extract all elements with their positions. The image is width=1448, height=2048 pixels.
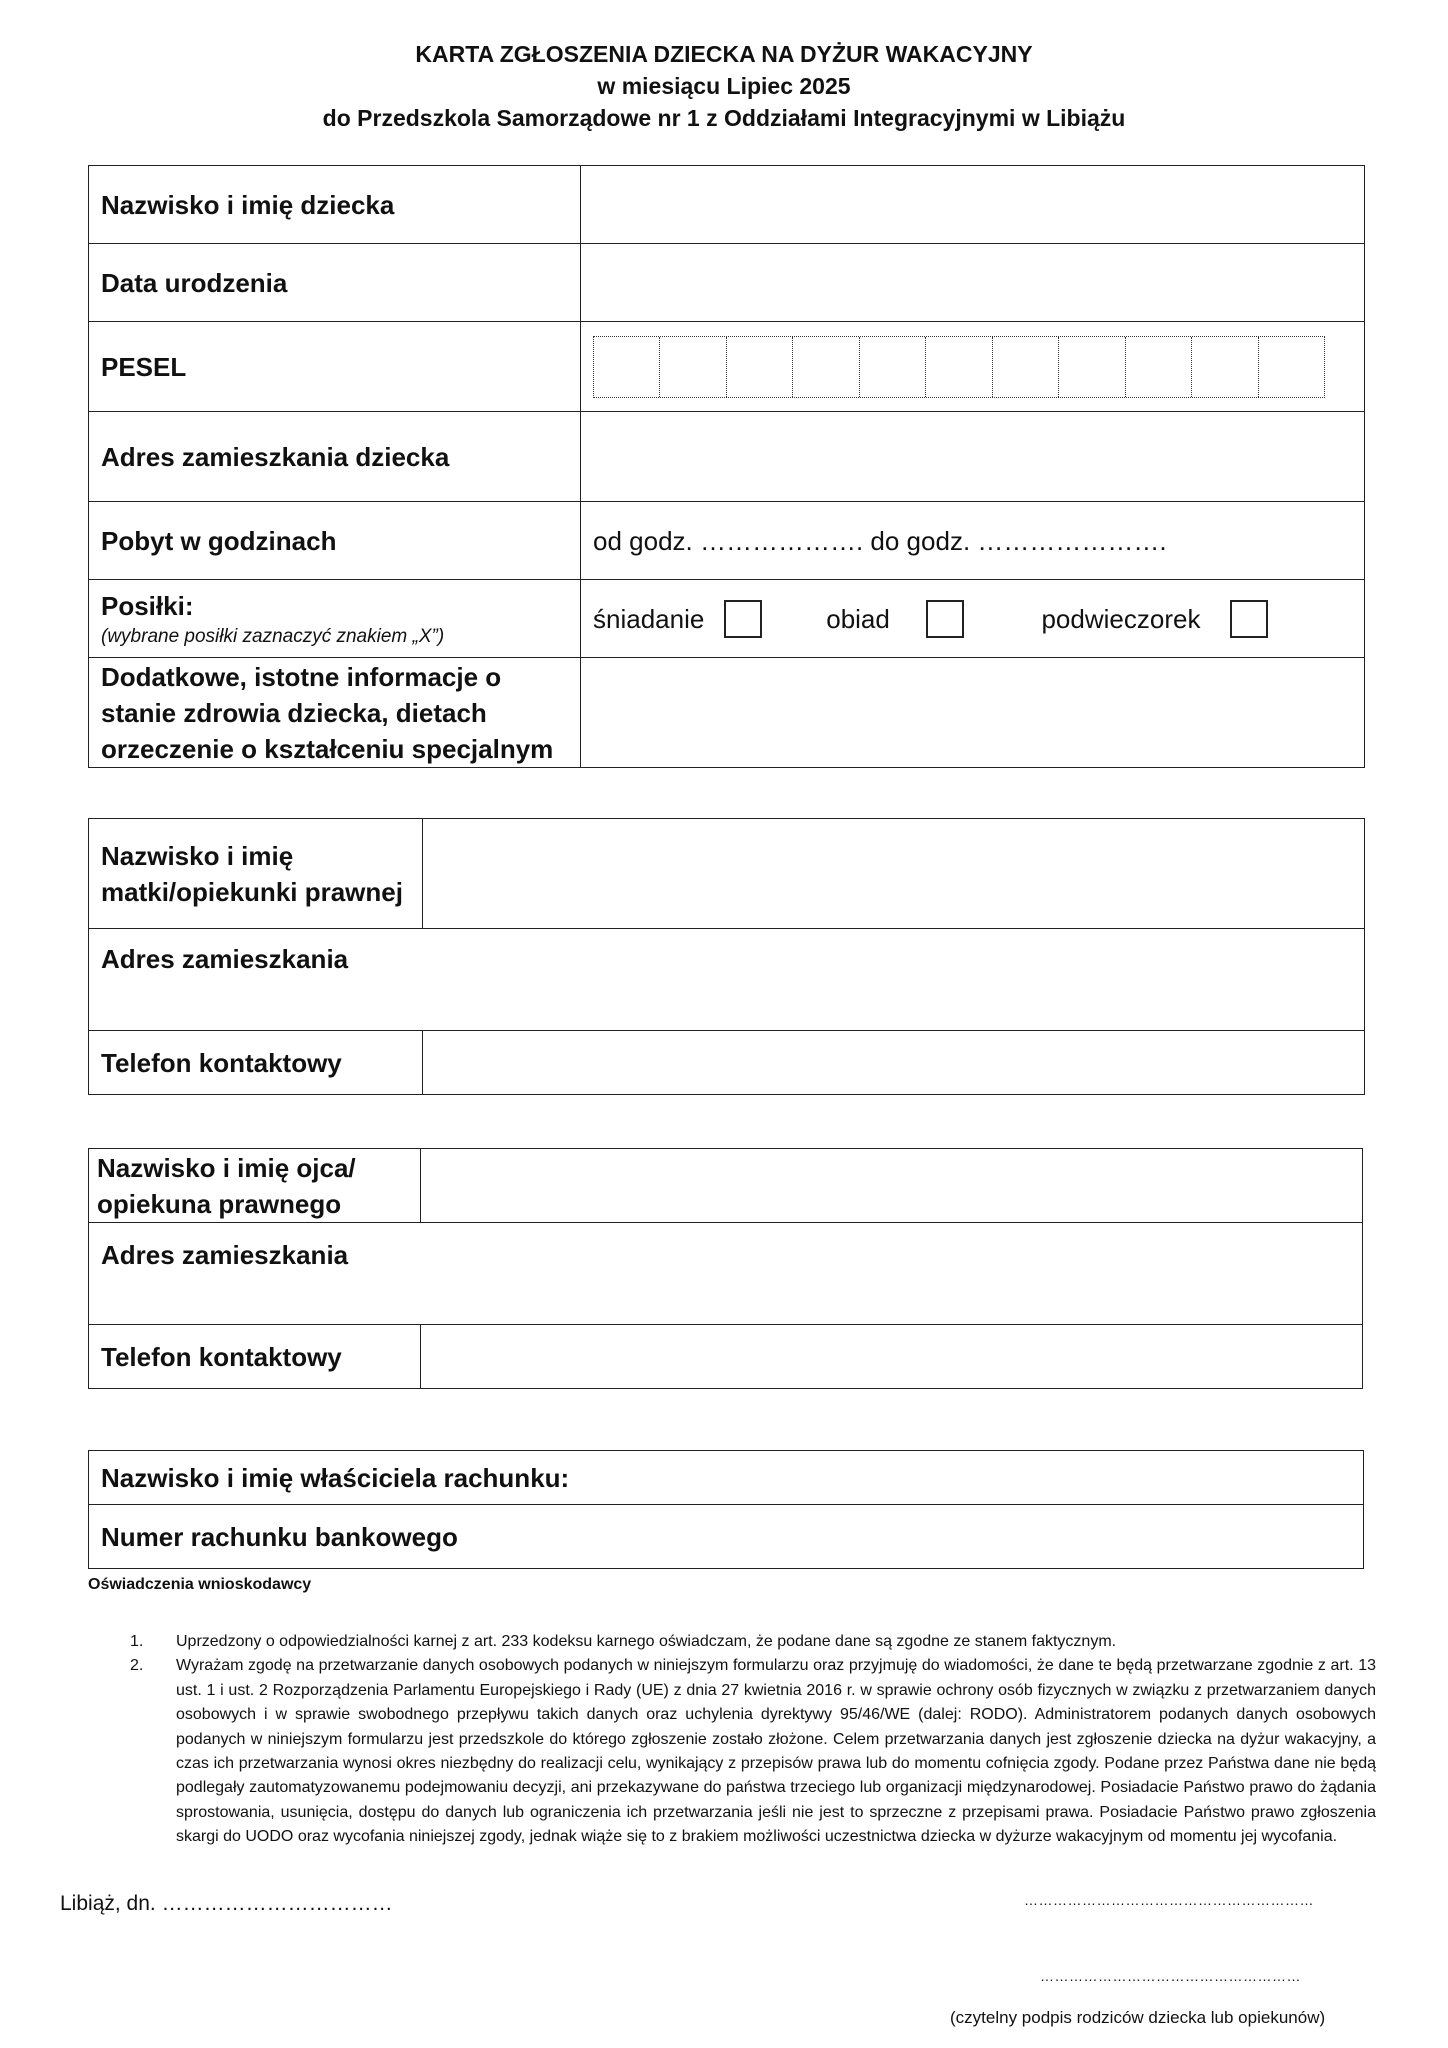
meal-lunch-checkbox[interactable] — [926, 600, 964, 638]
meals-choices — [581, 580, 1365, 658]
meal-lunch-label: obiad — [826, 603, 890, 634]
mother-address-label[interactable]: Adres zamieszkania — [89, 929, 1365, 1031]
child-name-label: Nazwisko i imię dziecka — [89, 166, 581, 244]
declaration-text: Uprzedzony o odpowiedzialności karnej z art. 233 kodeksu karnego oświadczam, że podane dane są zgodne ze stanem faktycznym. — [176, 1633, 1117, 1650]
extra-info-label: Dodatkowe, istotne informacje o stanie zdrowia dziecka, dietach orzeczenie o kształceniu specjalnym — [89, 658, 581, 768]
father-phone-label: Telefon kontaktowy — [89, 1325, 421, 1389]
place-date-field[interactable]: Libiąż, dn. …………………………… — [60, 1892, 393, 1915]
hours-field[interactable]: od godz. ………………. do godz. …………………. — [581, 502, 1365, 580]
extra-info-field[interactable] — [581, 658, 1365, 768]
meal-snack-checkbox[interactable] — [1230, 600, 1268, 638]
mother-name-field[interactable] — [423, 819, 1365, 929]
signature-line-1[interactable]: …………………………………………………… — [1024, 1892, 1314, 1908]
meal-breakfast-label: śniadanie — [593, 603, 705, 634]
meals-hint: (wybrane posiłki zaznaczyć znakiem „X”) — [101, 625, 445, 647]
declaration-number: 1. — [130, 1633, 144, 1650]
pesel-boxes[interactable] — [593, 336, 1325, 398]
father-name-field[interactable] — [421, 1149, 1363, 1223]
father-table — [88, 1148, 1363, 1389]
birth-date-label: Data urodzenia — [89, 244, 581, 322]
declaration-number: 2. — [130, 1657, 144, 1675]
father-name-label: Nazwisko i imię ojca/ opiekuna prawnego — [89, 1149, 421, 1223]
birth-date-field[interactable] — [581, 244, 1365, 322]
father-address-label[interactable]: Adres zamieszkania — [89, 1223, 1363, 1325]
hours-label: Pobyt w godzinach — [89, 502, 581, 580]
mother-table — [88, 818, 1365, 1095]
meal-breakfast-checkbox[interactable] — [724, 600, 762, 638]
bank-table — [88, 1450, 1364, 1569]
declaration-item — [130, 1654, 1376, 1849]
mother-phone-label: Telefon kontaktowy — [89, 1031, 423, 1095]
child-name-field[interactable] — [581, 166, 1365, 244]
mother-name-label: Nazwisko i imię matki/opiekunki prawnej — [89, 819, 423, 929]
pesel-label: PESEL — [89, 322, 581, 412]
form-institution: do Przedszkola Samorządowe nr 1 z Oddziałami Integracyjnymi w Libiążu — [322, 105, 1126, 131]
meals-label-text: Posiłki: — [101, 590, 194, 621]
signature-line-2[interactable]: ……………………………………………… — [1040, 1968, 1301, 1984]
pesel-field[interactable] — [581, 322, 1365, 412]
form-month: w miesiącu Lipiec 2025 — [597, 73, 851, 99]
meals-label — [89, 580, 581, 658]
mother-phone-field[interactable] — [423, 1031, 1365, 1095]
form-title: KARTA ZGŁOSZENIA DZIECKA NA DYŻUR WAKACYJNY — [415, 41, 1033, 67]
account-number-label[interactable]: Numer rachunku bankowego — [89, 1505, 1364, 1569]
declarations-heading: Oświadczenia wnioskodawcy — [88, 1576, 312, 1593]
declaration-text: Wyrażam zgodę na przetwarzanie danych osobowych podanych w niniejszym formularzu oraz przyjmuję do wiadomości, że dane te będą przetwarzane zgodnie z art. 13 ust. 1 i ust. 2 Rozporządzenia Parlamentu Europejskiego i Rady (UE) z dnia 27 kwietnia 2016 r. w sprawie ochrony osób fizycznych w związku z przetwarzaniem danych osobowych i w sprawie swobodnego przepływu takich danych oraz uchylenia dyrektywy 95/46/WE (dalej: RODO). Administratorem podanych danych osobowych podanych w niniejszym formularzu jest przedszkole do którego zgłoszenie zostało złożone. Celem przetwarzania danych jest zgłoszenie dziecka na dyżur wakacyjny, a czas ich przetwarzania wynosi okres niezbędny do realizacji celu, wynikający z przepisów prawa lub do momentu cofnięcia zgody. Podane przez Państwa dane nie będą podlegały zautomatyzowanemu podejmowaniu decyzji, ani przekazywane do państwa trzeciego lub organizacji międzynarodowej. Posiadacie Państwo prawo do żądania sprostowania, usunięcia, dostępu do danych lub ograniczenia ich przetwarzania jeśli nie jest to sprzeczne z przepisami prawa. Posiadacie Państwo prawo zgłoszenia skargi do UODO oraz wycofania niniejszej zgody, jednak wiąże się to z brakiem możliwości uczestnictwa dziecka w dyżurze wakacyjnym od momentu jej wycofania. — [176, 1657, 1376, 1846]
meal-snack-label: podwieczorek — [1041, 603, 1201, 634]
father-phone-field[interactable] — [421, 1325, 1363, 1389]
child-address-field[interactable] — [581, 412, 1365, 502]
child-table — [88, 165, 1365, 768]
declarations-list — [130, 1630, 1376, 1850]
declaration-item — [130, 1630, 1376, 1654]
child-address-label: Adres zamieszkania dziecka — [89, 412, 581, 502]
account-owner-label[interactable]: Nazwisko i imię właściciela rachunku: — [89, 1451, 1364, 1505]
signature-caption: (czytelny podpis rodziców dziecka lub opiekunów) — [950, 2008, 1326, 2027]
